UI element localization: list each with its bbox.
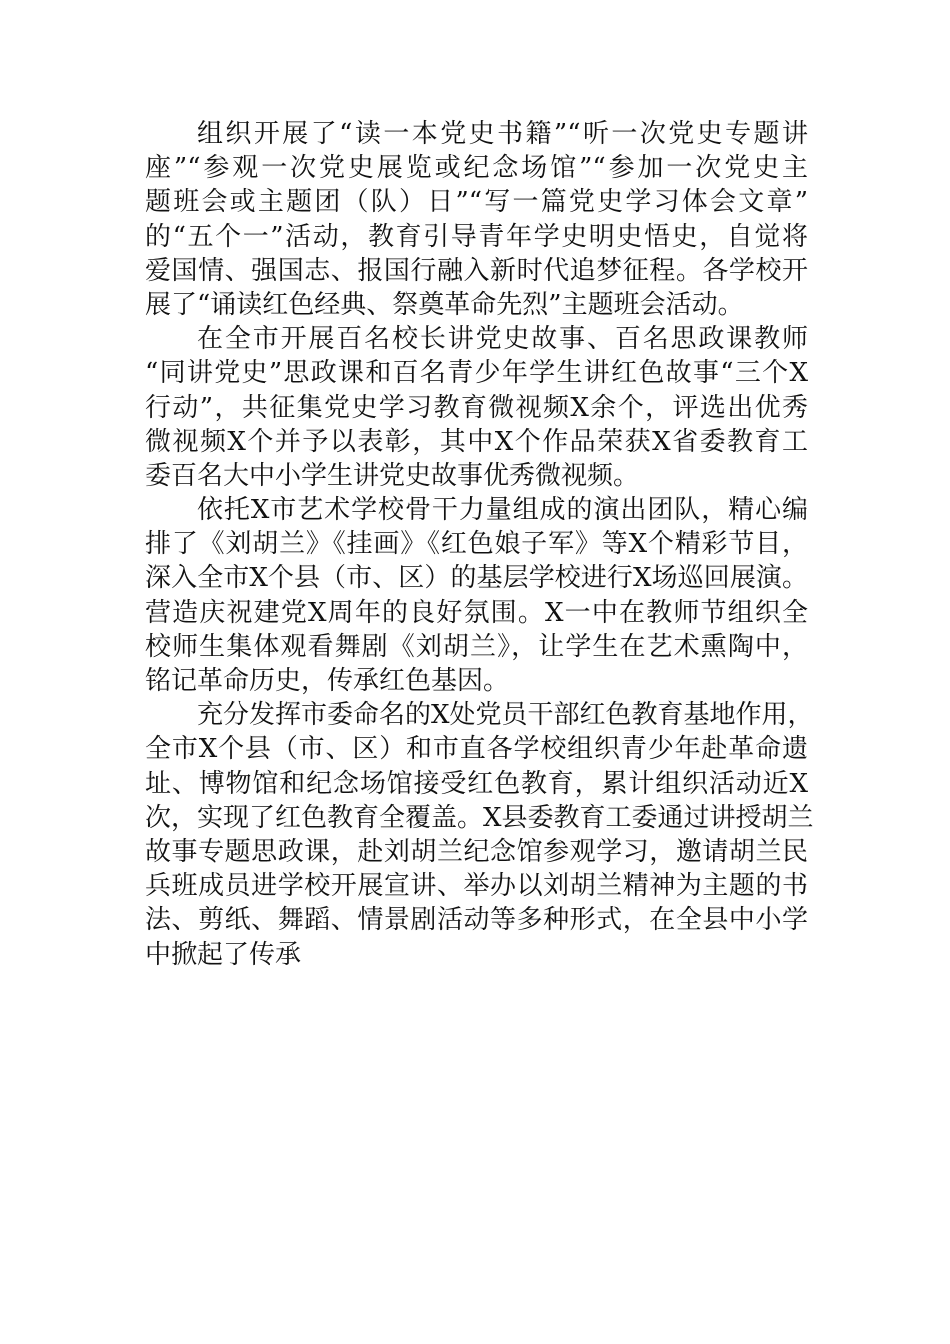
text-line: 依托X市艺术学校骨干力量组成的演出团队，精心编: [197, 495, 808, 526]
paragraph-3: [145, 493, 808, 698]
paragraph-2: [145, 322, 808, 493]
text-line: 微视频X个并予以表彰，其中X个作品荣获X省委教育工: [145, 426, 808, 457]
text-line: 校师生集体观看舞剧《刘胡兰》，让学生在艺术熏陶中，: [145, 631, 808, 662]
text-line: 题班会或主题团（队）日”“写一篇党史学习体会文章”: [145, 187, 808, 218]
text-line: “同讲党史”思政课和百名青少年学生讲红色故事“三个X: [145, 358, 808, 389]
text-line: 的“五个一”活动，教育引导青年学史明史悟史，自觉将: [145, 221, 808, 252]
text-line: 在全市开展百名校长讲党史故事、百名思政课教师: [197, 324, 808, 355]
text-line: 充分发挥市委命名的X处党员干部红色教育基地作用，: [197, 700, 814, 731]
text-line: 兵班成员进学校开展宣讲、举办以刘胡兰精神为主题的书: [145, 871, 808, 902]
text-line: 深入全市X个县（市、区）的基层学校进行X场巡回展演。: [145, 563, 808, 594]
text-line: 排了《刘胡兰》《挂画》《红色娘子军》等X个精彩节目，: [145, 529, 808, 560]
text-line: 全市X个县（市、区）和市直各学校组织青少年赴革命遗: [145, 734, 808, 765]
text-line: 组织开展了“读一本党史书籍”“听一次党史专题讲: [197, 119, 808, 149]
paragraph-1: [145, 117, 808, 322]
text-line: 营造庆祝建党X周年的良好氛围。X一中在教师节组织全: [145, 597, 808, 628]
text-line: 展了“诵读红色经典、祭奠革命先烈”主题班会活动。: [145, 289, 744, 320]
document-body: [145, 117, 814, 972]
text-line: 座”“参观一次党史展览或纪念场馆”“参加一次党史主: [145, 153, 808, 184]
text-line: 中掀起了传承: [145, 939, 302, 970]
text-line: 法、剪纸、舞蹈、情景剧活动等多种形式，在全县中小学: [145, 905, 808, 936]
text-line: 次，实现了红色教育全覆盖。X县委教育工委通过讲授胡兰: [145, 802, 814, 833]
text-line: 址、博物馆和纪念场馆接受红色教育，累计组织活动近X: [145, 768, 808, 799]
text-line: 铭记革命历史，传承红色基因。: [145, 666, 510, 696]
paragraph-4: [145, 698, 814, 972]
text-line: 故事专题思政课，赴刘胡兰纪念馆参观学习，邀请胡兰民: [145, 836, 808, 867]
text-line: 行动”，共征集党史学习教育微视频X余个，评选出优秀: [145, 392, 808, 423]
text-line: 委百名大中小学生讲党史故事优秀微视频。: [145, 460, 640, 491]
text-line: 爱国情、强国志、报国行融入新时代追梦征程。各学校开: [145, 255, 808, 286]
